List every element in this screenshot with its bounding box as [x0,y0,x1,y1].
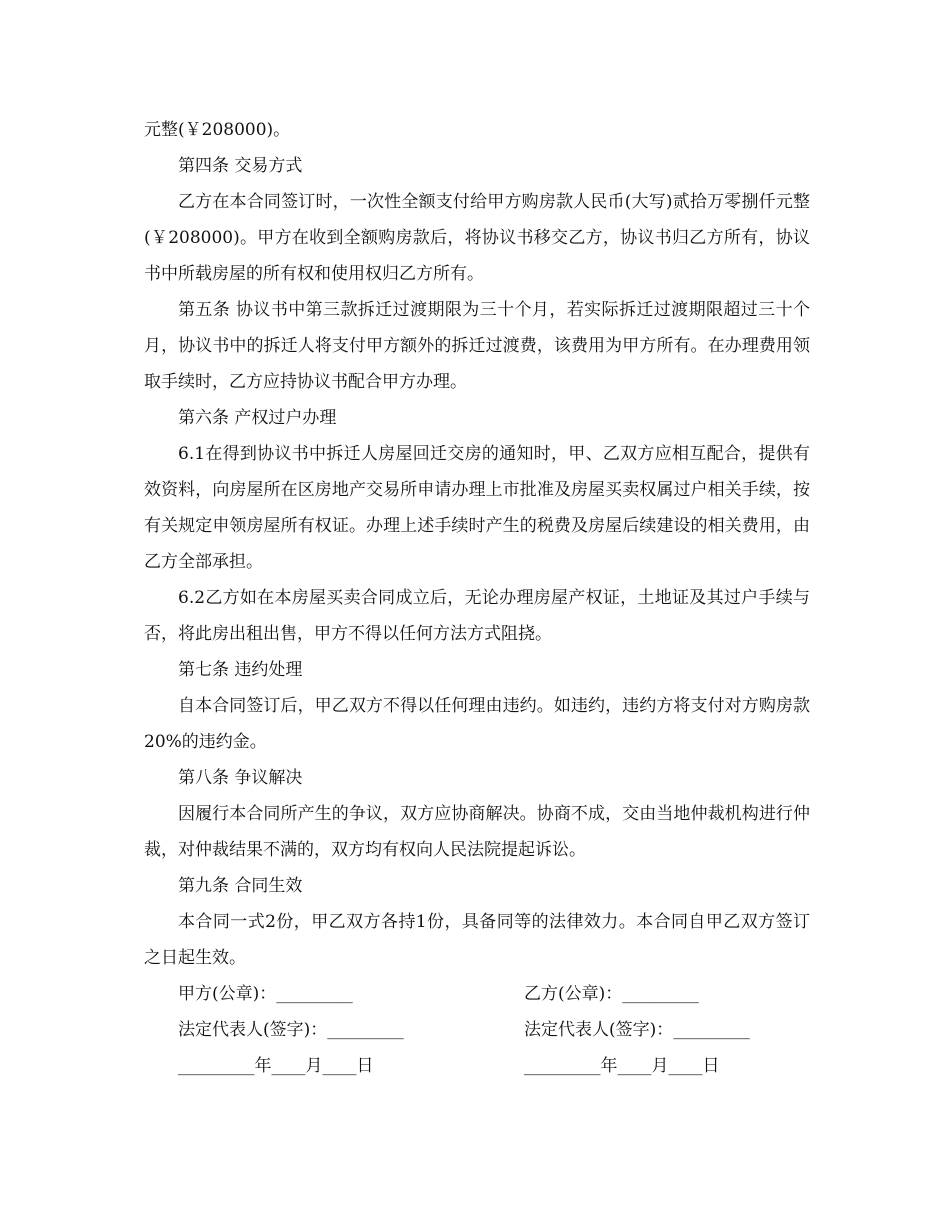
article-5-body: 第五条 协议书中第三款拆迁过渡期限为三十个月，若实际拆迁过渡期限超过三十个月，协议书中的拆迁人将支付甲方额外的拆迁过渡费，该费用为甲方所有。在办理费用领取手续时，乙方应持协议书配合甲方办理。 [144,300,810,392]
party-a-representative-field: 法定代表人(签字)：_________ [178,1020,404,1040]
party-b-representative-field: 法定代表人(签字)：_________ [524,1020,750,1040]
party-b-seal-field: 乙方(公章)：_________ [524,984,699,1004]
article-4-body: 乙方在本合同签订时，一次性全额支付给甲方购房款人民币(大写)贰拾万零捌仟元整(￥208000)。甲方在收到全额购房款后，将协议书移交乙方，协议书归乙方所有，协议书中所载房屋的所有权和使用权归乙方所有。 [144,192,810,284]
article-6-2-body: 6.2乙方如在本房屋买卖合同成立后，无论办理房屋产权证，土地证及其过户手续与否，将此房出租出售，甲方不得以任何方法方式阻挠。 [144,588,810,644]
party-a-date-field: _________年____月____日 [178,1056,374,1076]
party-b-date-field: _________年____月____日 [524,1056,720,1076]
article-7-body: 自本合同签订后，甲乙双方不得以任何理由违约。如违约，违约方将支付对方购房款20%的违约金。 [144,696,810,752]
signature-block [144,976,810,1084]
article-9-heading: 第九条 合同生效 [178,876,303,896]
article-7-heading: 第七条 违约处理 [178,660,303,680]
article-6-1-body: 6.1在得到协议书中拆迁人房屋回迁交房的通知时，甲、乙双方应相互配合，提供有效资料，向房屋所在区房地产交易所申请办理上市批准及房屋买卖权属过户相关手续，按有关规定申领房屋所有权证。办理上述手续时产生的税费及房屋后续建设的相关费用，由乙方全部承担。 [144,444,810,572]
signature-row-seal [144,976,810,1012]
article-9-body: 本合同一式2份，甲乙双方各持1份，具备同等的法律效力。本合同自甲乙双方签订之日起生效。 [144,912,810,968]
signature-row-representative [144,1012,810,1048]
article-8-body: 因履行本合同所产生的争议，双方应协商解决。协商不成，交由当地仲裁机构进行仲裁，对仲裁结果不满的，双方均有权向人民法院提起诉讼。 [144,804,810,860]
paragraph-continuation: 元整(￥208000)。 [144,120,291,140]
article-8-heading: 第八条 争议解决 [178,768,303,788]
article-4-heading: 第四条 交易方式 [178,156,303,176]
article-6-heading: 第六条 产权过户办理 [178,408,337,428]
signature-row-date [144,1048,810,1084]
document-body [144,112,810,1084]
party-a-seal-field: 甲方(公章)：_________ [178,984,353,1004]
